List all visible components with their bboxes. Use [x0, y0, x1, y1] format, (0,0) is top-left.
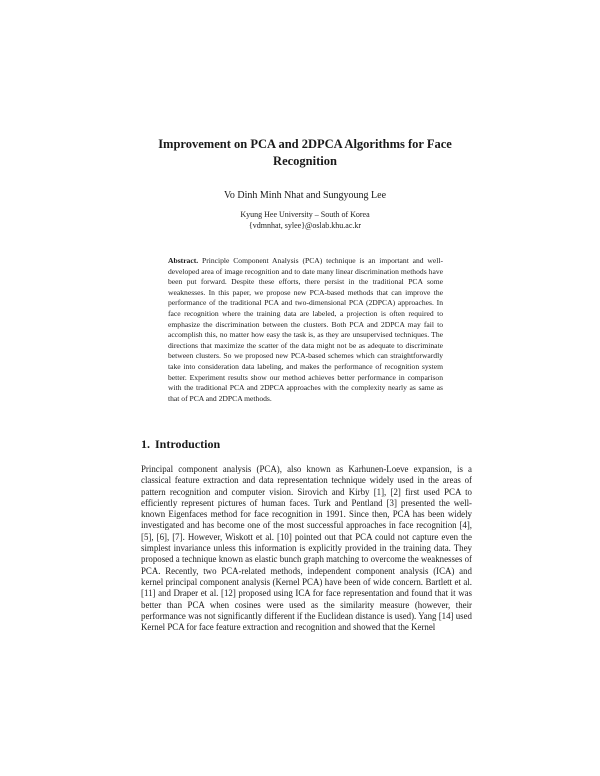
section-number: 1. — [141, 437, 150, 451]
abstract-text: Principle Component Analysis (PCA) technique is an important and well-developed area of image recognition and to date many linear discrimination methods have been put forward. Despite these efforts, there persist in the traditional PCA some weaknesses. In this paper, we propose new PCA-based methods that can improve the performance of the traditional PCA and two-dimensional PCA (2DPCA) approaches. In face recognition where the training data are labeled, a projection is often required to emphasize the discrimination between the clusters. Both PCA and 2DPCA may fail to accomplish this, no matter how easy the task is, as they are unsupervised techniques. The directions that maximize the scatter of the data might not be as adequate to discriminate between clusters. So we proposed new PCA-based schemes which can straightforwardly take into consideration data labeling, and makes the performance of recognition system better. Experiment results show our method achieves better performance in comparison with the traditional PCA and 2DPCA approaches with the complexity nearly as same as that of PCA and 2DPCA methods. — [168, 256, 443, 403]
paper-authors: Vo Dinh Minh Nhat and Sungyoung Lee — [223, 190, 387, 201]
abstract-label: Abstract. — [168, 256, 199, 265]
affiliation: Kyung Hee University – South of Korea — [240, 210, 370, 219]
author-email: {vdmnhat, sylee}@oslab.khu.ac.kr — [248, 221, 362, 230]
paper-title: Improvement on PCA and 2DPCA Algorithms for Face Recognition — [158, 137, 452, 168]
section-title: Introduction — [155, 437, 221, 451]
introduction-body: Principal component analysis (PCA), also known as Karhunen-Loeve expansion, is a classical feature extraction and data representation technique widely used in the areas of pattern recognition and computer vision. Sirovich and Kirby [1], [2] first used PCA to efficiently represent pictures of human faces. Turk and Pentland [3] presented the well-known Eigenfaces method for face recognition in 1991. Since then, PCA has been widely investigated and has become one of the most successful approaches in face recognition [4], [5], [6], [7]. However, Wiskott et al. [10] pointed out that PCA could not capture even the simplest invariance unless this information is explicitly provided in the training data. They proposed a technique known as elastic bunch graph matching to overcome the weaknesses of PCA. Recently, two PCA-related methods, independent component analysis (ICA) and kernel principal component analysis (Kernel PCA) have been of wide concern. Bartlett et al. [11] and Draper et al. [12] proposed using ICA for face representation and found that it was better than PCA when cosines were used as the similarity measure (however, their performance was not significantly different if the Euclidean distance is used). Yang [14] used Kernel PCA for face feature extraction and recognition and showed that the Kernel — [141, 464, 472, 633]
abstract — [168, 256, 443, 404]
section-heading — [141, 437, 220, 452]
author-affiliation-block — [140, 209, 470, 231]
